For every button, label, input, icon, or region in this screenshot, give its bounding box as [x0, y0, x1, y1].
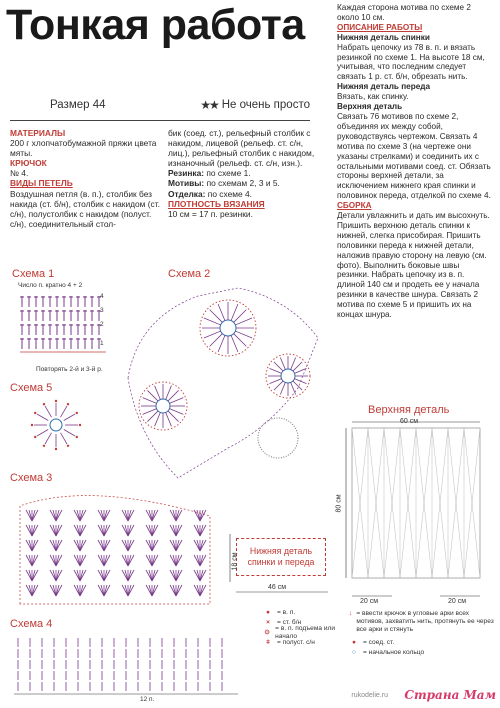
watermark-logo: Страна Мам [404, 688, 496, 702]
stitch-mark [200, 510, 206, 521]
stitch-mark [204, 331, 221, 338]
stitch-mark [80, 540, 86, 551]
stitch-mark [235, 318, 252, 325]
front-heading: Нижняя деталь переда [337, 82, 431, 92]
chain-mark [55, 448, 57, 450]
stitch-mark [147, 411, 158, 422]
stitch-mark [32, 570, 38, 581]
stitch-mark [231, 304, 238, 321]
back-heading: Нижняя деталь спинки [337, 32, 430, 42]
legend-item-gather [348, 610, 494, 634]
stitch-mark [152, 570, 158, 581]
stitch-mark [32, 525, 38, 536]
middle-column [168, 128, 318, 219]
stitch-mark [80, 570, 86, 581]
stitch-mark [210, 310, 223, 323]
scheme3-label: Схема 3 [10, 472, 53, 484]
scheme2-label: Схема 2 [168, 268, 211, 280]
stitch-mark [26, 555, 32, 566]
stitch-mark [50, 585, 56, 596]
stitch-mark [122, 570, 128, 581]
stitch-mark [293, 362, 302, 371]
front-text: Вязать, как спинку. [337, 92, 409, 102]
stitch-mark [104, 540, 110, 551]
scheme1-row-2: 2 [100, 321, 104, 328]
trim-text: по схеме 4. [207, 188, 252, 199]
scheme1-row-3: 3 [100, 307, 104, 314]
stitch-mark [56, 540, 62, 551]
stitch-mark [26, 525, 32, 536]
start-icon: ⊙ [264, 629, 270, 636]
back-text: Набрать цепочку из 78 в. п. и вязать резинкой по схеме 1. На высоте 18 см, учитывая, что последним следует связать 1 р. ст. б/н, обрезать нить. [337, 42, 485, 82]
stitch-mark [152, 555, 158, 566]
stitch-mark [64, 414, 75, 421]
stitch-mark [122, 585, 128, 596]
chain-mark [43, 403, 45, 405]
stitch-mark [56, 555, 62, 566]
legend-text: = полуст. с/н [277, 639, 315, 646]
stitch-mark [170, 555, 176, 566]
stitch-mark [200, 585, 206, 596]
dim-20-left: 20 см [360, 598, 379, 605]
stitch-mark [155, 386, 161, 400]
stitch-mark [104, 555, 110, 566]
stitch-mark [194, 555, 200, 566]
motifs-text: по схемам 2, 3 и 5. [206, 178, 280, 189]
stitch-mark [146, 510, 152, 521]
materials-text: 200 г хлопчатобумажной пряжи цвета мяты. [10, 138, 157, 159]
stitch-mark [26, 540, 32, 551]
stitch-mark [98, 510, 104, 521]
stitch-mark [169, 409, 183, 415]
stitch-mark [218, 304, 225, 321]
rib-text: по схеме 1. [206, 168, 251, 179]
scheme1-note: Число п. кратно 4 + 2 [18, 282, 83, 289]
legend-item-ring [348, 648, 494, 658]
stitch-mark [80, 555, 86, 566]
stitch-mark [80, 525, 86, 536]
chain-mark [76, 436, 78, 438]
stitch-mark [146, 585, 152, 596]
stitch-mark [56, 585, 62, 596]
assembly-text: Детали увлажнить и дать им высохнуть. Пришить верхнюю деталь спинки к нижней, слегка присобирая. Пришить половинки переда к нижней детали, наложив правую сторону на левую (см. фото). Выполнить боковые швы резинки. Набрать цепочку из в. п. длиной 140 см и продеть ее у начала резинки в качестве шнура. Связать 2 мотива по схеме 5 и пришить их на концах шнура. [337, 211, 490, 320]
size-label: Размер 44 [50, 99, 106, 111]
stitch-mark [61, 406, 68, 417]
dim-60-top: 60 см [400, 418, 419, 425]
scheme2-diagram [118, 278, 336, 510]
dim-18: 18 см [231, 552, 239, 571]
right-column [337, 3, 493, 320]
stitch-mark [168, 411, 179, 422]
stitch-mark [26, 570, 32, 581]
stitch-mark [56, 510, 62, 521]
chain-mark [31, 424, 33, 426]
stitch-mark [152, 525, 158, 536]
stitch-mark [26, 510, 32, 521]
scheme1-repeat-note: Повторять 2-й и 3-й р. [36, 366, 103, 373]
stitch-mark [147, 390, 158, 401]
chain-mark [55, 400, 57, 402]
scheme5-label: Схема 5 [10, 382, 53, 394]
stitch-mark [74, 585, 80, 596]
stitch-mark [200, 555, 206, 566]
stitch-mark [37, 430, 48, 437]
scheme4-label: Схема 4 [10, 618, 53, 630]
stitch-mark [50, 540, 56, 551]
legend-text: = соед. ст. [363, 639, 395, 646]
stitch-mark [194, 525, 200, 536]
scheme5-diagram [28, 398, 84, 452]
stitch-mark [122, 540, 128, 551]
upper-detail-diagram [340, 416, 492, 616]
legend-text: = ст. б/н [277, 619, 302, 626]
arrow-down-icon: ↓ [349, 610, 353, 617]
materials-heading: МАТЕРИАЛЫ [10, 128, 66, 138]
stitch-mark [152, 510, 158, 521]
stitch-mark [146, 525, 152, 536]
stitch-mark [74, 555, 80, 566]
scheme4-diagram [8, 630, 248, 700]
legend-left [262, 608, 346, 648]
page-title: Тонкая работа [6, 1, 305, 49]
stitch-mark [294, 368, 306, 373]
stitch-mark [56, 570, 62, 581]
stitch-mark [170, 510, 176, 521]
gauge-text: 10 см = 17 п. резинки. [168, 208, 253, 219]
stitch-mark [194, 510, 200, 521]
stitch-mark [168, 390, 179, 401]
stitch-mark [50, 525, 56, 536]
legend-text: = начальное кольцо [363, 649, 425, 656]
stitch-mark [104, 585, 110, 596]
stitch-mark [74, 540, 80, 551]
stitch-mark [274, 362, 283, 371]
stitch-mark [194, 570, 200, 581]
stitch-mark [50, 510, 56, 521]
trim-label: Отделка: [168, 188, 206, 199]
watermark-url: rukodelie.ru [351, 692, 388, 699]
stitch-mark [176, 585, 182, 596]
stitch-mark [280, 382, 285, 394]
hook-text: № 4. [10, 168, 29, 179]
stitch-mark [170, 570, 176, 581]
legend-text: = ввести крючок в угловые арки всех мотивов, захватить нить, протянуть ее через все арки и стянуть [356, 610, 494, 633]
description-heading: ОПИСАНИЕ РАБОТЫ [337, 22, 423, 32]
stitch-mark [234, 334, 247, 347]
stitch-mark [176, 540, 182, 551]
stitch-mark [45, 406, 52, 417]
stitch-mark [146, 555, 152, 566]
stitch-mark [291, 382, 296, 394]
chain-mark [79, 424, 81, 426]
chain-mark [76, 412, 78, 414]
stitch-mark [122, 525, 128, 536]
size-difficulty-row [10, 98, 310, 112]
stitch-mark [61, 433, 68, 444]
stitch-mark [74, 510, 80, 521]
difficulty-label: Не очень просто [221, 99, 310, 111]
stitch-mark [98, 540, 104, 551]
stitch-mark [274, 381, 283, 390]
stitch-mark [32, 555, 38, 566]
stitch-mark [64, 430, 75, 437]
chain-mark [67, 445, 69, 447]
stitch-mark [128, 510, 134, 521]
assembly-heading: СБОРКА [337, 201, 372, 211]
stitch-mark [270, 379, 282, 384]
magic-ring-icon: ○ [352, 649, 356, 656]
stitch-mark [80, 585, 86, 596]
stitch-mark [218, 335, 225, 352]
stitch-mark [170, 540, 176, 551]
legend-right [348, 610, 494, 658]
stitch-mark [98, 570, 104, 581]
stitch-mark [45, 433, 52, 444]
stitch-mark [122, 555, 128, 566]
stitch-mark [143, 398, 157, 404]
legend-text: = в. п. [277, 609, 296, 616]
single-crochet-icon: × [266, 619, 270, 626]
stitch-mark [200, 540, 206, 551]
stitch-mark [170, 525, 176, 536]
stitch-mark [122, 510, 128, 521]
stitch-mark [176, 570, 182, 581]
rib-label: Резинка: [168, 168, 205, 179]
dim-46: 46 см [268, 584, 287, 591]
chain-stitch-icon: ● [266, 609, 270, 616]
dim-80: 80 см [335, 494, 343, 513]
stitch-mark [98, 525, 104, 536]
half-double-icon: ǂ [266, 639, 270, 646]
gauge-heading: ПЛОТНОСТЬ ВЯЗАНИЯ [168, 198, 265, 209]
stitch-mark [200, 525, 206, 536]
chain-mark [67, 403, 69, 405]
stitch-mark [152, 540, 158, 551]
stitch-mark [200, 570, 206, 581]
stitch-mark [143, 409, 157, 415]
difficulty [200, 98, 310, 112]
legend-item-slst [348, 638, 494, 648]
upper-heading: Верхняя деталь [337, 102, 403, 112]
stitch-mark [104, 525, 110, 536]
motifs-label: Мотивы: [168, 178, 205, 189]
upper-text: Связать 76 мотивов по схеме 2, объединяя их между собой, руководствуясь чертежом. Связать 4 мотива по схеме 3 (на чертеже они указаны стрелками) и соединить их с остальными мотивами соед. ст. Обязать стороны верхней детали, за исключением нижнего края спинки и половинок переда, отделкой по схеме 4. [337, 111, 491, 201]
scheme3-diagram [10, 486, 220, 614]
stitch-mark [37, 414, 48, 421]
loops-text: Воздушная петля (в. п.), столбик без накида (ст. б/н), столбик с накидом (ст. с/н), полустолбик с накидом (полуст. с/н), соединительный стол- [10, 188, 160, 229]
stitch-mark [194, 585, 200, 596]
intro-text: Каждая сторона мотива по схеме 2 около 10 см. [337, 3, 471, 22]
chain-mark [43, 445, 45, 447]
stitch-mark [128, 570, 134, 581]
stitch-mark [32, 510, 38, 521]
stitch-mark [98, 585, 104, 596]
stitch-mark [56, 525, 62, 536]
stitch-mark [270, 368, 282, 373]
stitch-mark [80, 510, 86, 521]
stitch-mark [50, 570, 56, 581]
loops-text-continued: бик (соед. ст.), рельефный столбик с накидом, лицевой (рельеф. ст. с/н, лиц.), рельефный столбик с накидом, изнаночный (рельеф. ст. с/н, изн.). [168, 128, 315, 169]
stitch-mark [146, 570, 152, 581]
stitch-mark [26, 585, 32, 596]
stitch-mark [210, 334, 223, 347]
scheme1-row-1: 1 [100, 340, 104, 347]
legend-text: = в. п. подъема или начало [275, 625, 336, 640]
stitch-mark [166, 386, 172, 400]
stitch-mark [176, 525, 182, 536]
chain-mark [34, 412, 36, 414]
stitch-mark [231, 335, 238, 352]
stitch-mark [176, 555, 182, 566]
slip-stitch-icon: ● [352, 639, 356, 646]
stitch-mark [280, 358, 285, 370]
stitch-mark [50, 555, 56, 566]
stitch-mark [146, 540, 152, 551]
stitch-mark [98, 555, 104, 566]
dim-20-right: 20 см [448, 598, 467, 605]
lower-detail-label: Нижняя деталь спинки и переда [247, 546, 315, 567]
upper-detail-label: Верхняя деталь [368, 404, 450, 416]
stitch-mark [32, 540, 38, 551]
stitch-mark [170, 585, 176, 596]
legend-item-ch [262, 608, 346, 618]
stitch-mark [128, 555, 134, 566]
stitch-mark [194, 540, 200, 551]
chain-mark [34, 436, 36, 438]
stitch-mark [169, 398, 183, 404]
left-column [10, 128, 160, 229]
stitch-mark [104, 570, 110, 581]
divider [10, 120, 310, 121]
hook-heading: КРЮЧОК [10, 158, 47, 169]
stitch-mark [128, 525, 134, 536]
stitch-mark [166, 412, 172, 426]
stitch-mark [74, 570, 80, 581]
scheme1-label: Схема 1 [12, 268, 55, 280]
stitch-mark [294, 379, 306, 384]
stitch-mark [104, 510, 110, 521]
stitch-mark [128, 540, 134, 551]
stitch-mark [152, 585, 158, 596]
loops-heading: ВИДЫ ПЕТЕЛЬ [10, 178, 73, 189]
stitch-mark [32, 585, 38, 596]
stitch-mark [155, 412, 161, 426]
scheme4-repeat: 12 п. [140, 696, 155, 703]
stitch-mark [204, 318, 221, 325]
stitch-mark [234, 310, 247, 323]
stitch-mark [291, 358, 296, 370]
stitch-mark [235, 331, 252, 338]
scheme1-row-4: 4 [100, 293, 104, 300]
stitch-mark [176, 510, 182, 521]
difficulty-stars-icon: ★★ [200, 98, 218, 112]
stitch-mark [74, 525, 80, 536]
legend-item-start [262, 625, 346, 640]
stitch-mark [128, 585, 134, 596]
